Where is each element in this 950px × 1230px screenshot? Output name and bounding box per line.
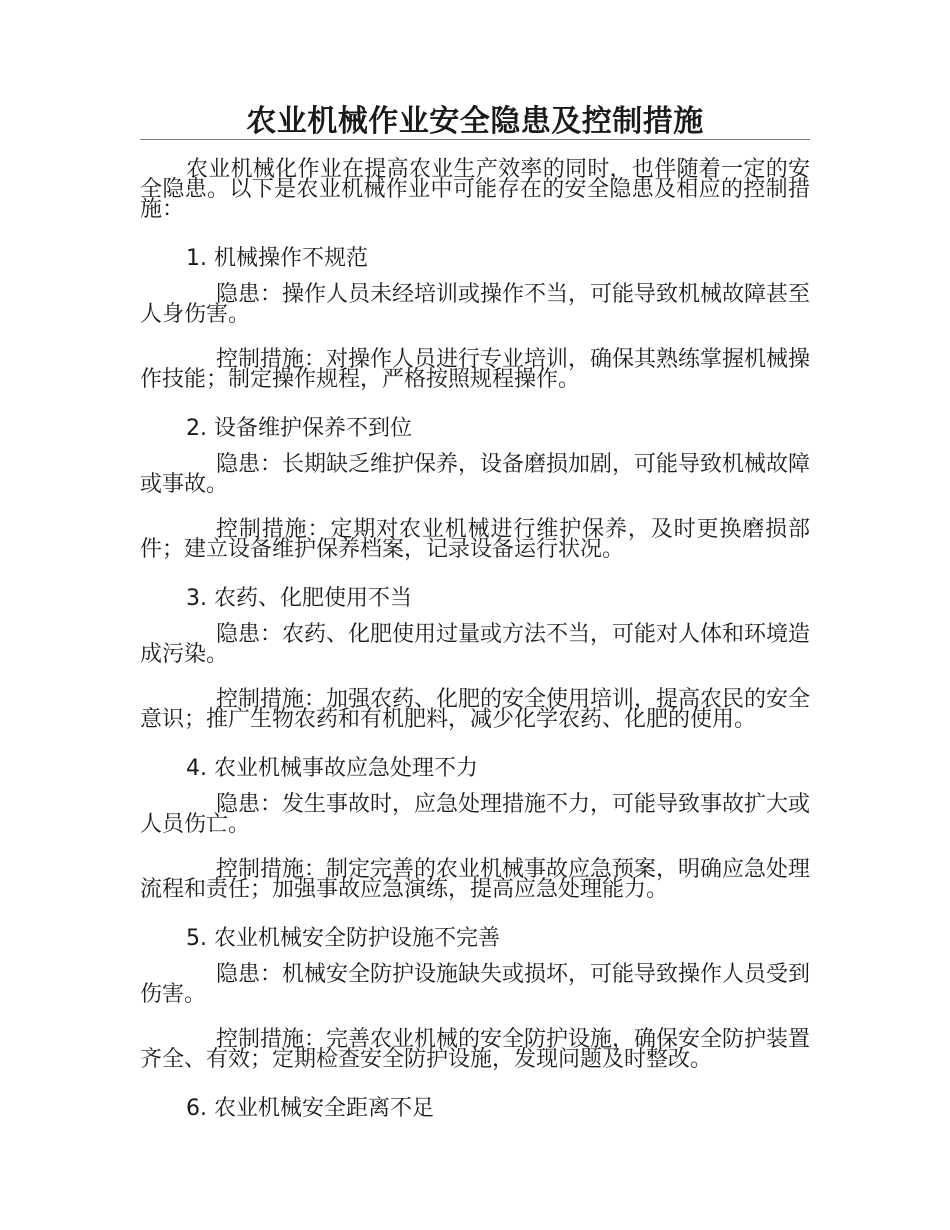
control-paragraph: 控制措施：制定完善的农业机械事故应急预案，明确应急处理流程和责任；加强事故应急演练，提高应急处理能力。: [140, 857, 811, 902]
control-paragraph: 控制措施：定期对农业机械进行维护保养，及时更换磨损部件；建立设备维护保养档案，记录设备运行状况。: [140, 517, 810, 562]
control-paragraph: 控制措施：加强农药、化肥的安全使用培训，提高农民的安全意识；推广生物农药和有机肥料，减少化学农药、化肥的使用。: [140, 687, 811, 732]
section-heading: 2. 设备维护保养不到位: [186, 416, 412, 441]
section-heading: 1. 机械操作不规范: [186, 246, 368, 271]
section-2: [140, 415, 810, 560]
hazard-paragraph: 隐患：操作人员未经培训或操作不当，可能导致机械故障甚至人身伤害。: [140, 282, 811, 327]
document-title: 农业机械作业安全隐患及控制措施: [246, 104, 704, 139]
title-underline: [140, 139, 810, 140]
section-heading: 6. 农业机械安全距离不足: [186, 1096, 434, 1121]
control-paragraph: 控制措施：完善农业机械的安全防护设施，确保安全防护装置齐全、有效；定期检查安全防护设施，发现问题及时整改。: [140, 1027, 811, 1072]
control-paragraph: 控制措施：对操作人员进行专业培训，确保其熟练掌握机械操作技能；制定操作规程，严格按照规程操作。: [140, 347, 811, 392]
intro-paragraph: 农业机械化作业在提高农业生产效率的同时，也伴随着一定的安全隐患。以下是农业机械作业中可能存在的安全隐患及相应的控制措施：: [140, 157, 810, 222]
section-heading: 3. 农药、化肥使用不当: [186, 586, 412, 611]
hazard-paragraph: 隐患：机械安全防护设施缺失或损坏，可能导致操作人员受到伤害。: [140, 962, 811, 1007]
section-4: [140, 755, 810, 900]
hazard-paragraph: 隐患：长期缺乏维护保养，设备磨损加剧，可能导致机械故障或事故。: [140, 452, 811, 497]
section-heading: 5. 农业机械安全防护设施不完善: [186, 926, 500, 951]
hazard-paragraph: 隐患：发生事故时，应急处理措施不力，可能导致事故扩大或人员伤亡。: [140, 792, 811, 837]
hazard-paragraph: 隐患：农药、化肥使用过量或方法不当，可能对人体和环境造成污染。: [140, 622, 811, 667]
document-body: [140, 157, 811, 1135]
section-1: [140, 245, 810, 390]
section-6: [140, 1095, 810, 1123]
section-5: [140, 925, 810, 1070]
section-3: [140, 585, 810, 730]
section-heading: 4. 农业机械事故应急处理不力: [186, 756, 478, 781]
